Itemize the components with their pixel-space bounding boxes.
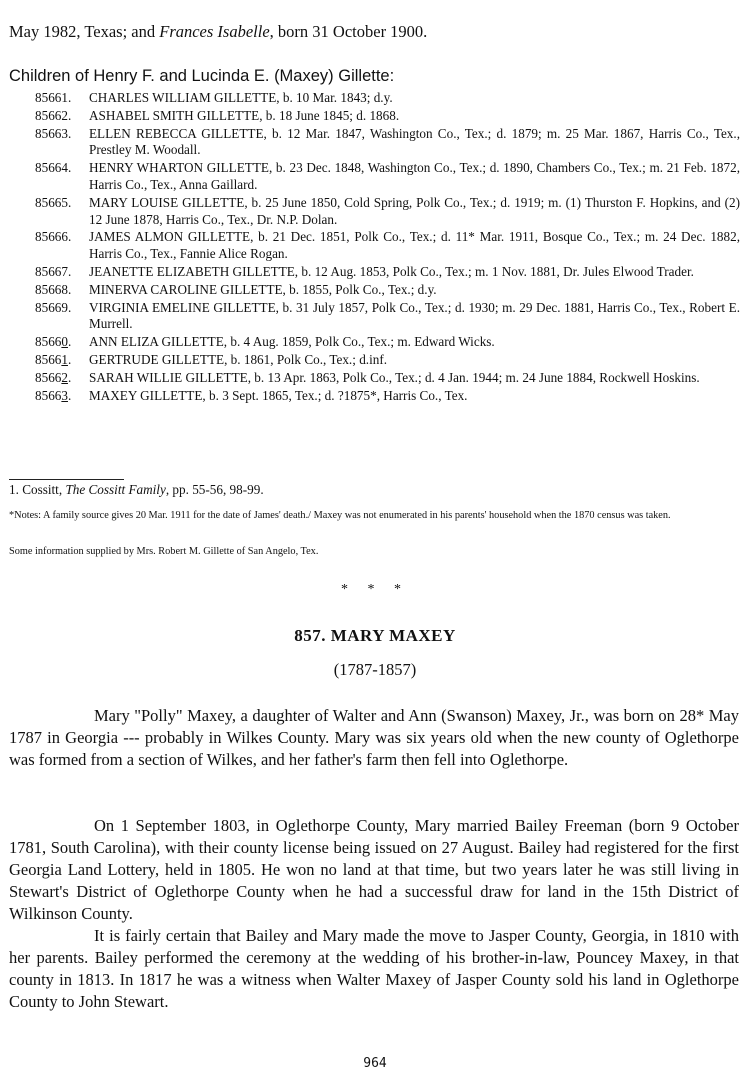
section-separator: * * * <box>341 582 409 597</box>
child-number: 85663. <box>35 387 72 403</box>
children-list <box>35 90 740 405</box>
children-heading: Children of Henry F. and Lucinda E. (Maxey) Gillette: <box>9 67 395 85</box>
notes-text: *Notes: A family source gives 20 Mar. 1911 for the date of James' death./ Maxey was not enumerated in his parents' household when the 1870 census was taken. <box>9 510 671 521</box>
supplied-by-text: Some information supplied by Mrs. Robert M. Gillette of San Angelo, Tex. <box>9 546 319 557</box>
child-number: 85667. <box>35 263 72 279</box>
list-item <box>35 300 740 334</box>
body-paragraph: On 1 September 1803, in Oglethorpe County, Mary married Bailey Freeman (born 9 October 1781, South Carolina), with their county license being issued on 27 August. Bailey had registered for the first Georgia Land Lottery, held in 1805. He won no land at that time, but two years later he was still living in Stewart's District of Oglethorpe County when he had a successful draw for land in the 15th District of Wilkinson County. <box>9 816 739 923</box>
child-number: 85662. <box>35 369 72 385</box>
child-number: 85662. <box>35 107 72 123</box>
list-item <box>35 90 740 107</box>
intro-line <box>9 22 739 42</box>
page-number: 964 <box>363 1056 387 1071</box>
child-number: 85665. <box>35 194 72 210</box>
list-item <box>35 352 740 369</box>
child-entry: JEANETTE ELIZABETH GILLETTE, b. 12 Aug. 1853, Polk Co., Tex.; m. 1 Nov. 1881, Dr. Jules Elwood Trader. <box>89 263 694 279</box>
footnote: 1. Cossitt, The Cossitt Family, pp. 55-56, 98-99. <box>9 482 264 497</box>
child-entry: ELLEN REBECCA GILLETTE, b. 12 Mar. 1847, Washington Co., Tex.; d. 1879; m. 25 Mar. 1867, Harris Co., Tex., Prestley M. Woodall. <box>89 125 740 158</box>
child-entry: CHARLES WILLIAM GILLETTE, b. 10 Mar. 1843; d.y. <box>89 90 393 105</box>
child-number: 85661. <box>35 90 72 105</box>
body-paragraph: It is fairly certain that Bailey and Mary made the move to Jasper County, Georgia, in 1810 with her parents. Bailey performed the ceremony at the wedding of his brother-in-law, Pouncey Maxey, in that county in 1813. In 1817 he was a witness when Walter Maxey of Jasper County sold his land in Oglethorpe County to John Stewart. <box>9 926 739 1011</box>
child-entry: ASHABEL SMITH GILLETTE, b. 18 June 1845; d. 1868. <box>89 107 400 123</box>
list-item <box>35 388 740 405</box>
child-entry: JAMES ALMON GILLETTE, b. 21 Dec. 1851, Polk Co., Tex.; d. 11* Mar. 1911, Bosque Co., Tex.; m. 24 Dec. 1882, Harris Co., Tex., Fannie Alice Rogan. <box>89 229 740 262</box>
section-dates: (1787-1857) <box>333 660 417 679</box>
list-item <box>35 126 740 160</box>
intro-text-end: , born 31 October 1900. <box>269 22 428 41</box>
child-entry: MARY LOUISE GILLETTE, b. 25 June 1850, Cold Spring, Polk Co., Tex.; d. 1919; m. (1) Thurston F. Hopkins, and (2) 12 June 1878, Harris Co., Tex., Dr. N.P. Dolan. <box>89 194 740 227</box>
body-paragraph: Mary "Polly" Maxey, a daughter of Walter and Ann (Swanson) Maxey, Jr., was born on 28* May 1787 in Georgia --- probably in Wilkes County. Mary was six years old when the new county of Oglethorpe was formed from a section of Wilkes, and her father's farm then fell into Oglethorpe. <box>9 706 739 769</box>
child-number: 85661. <box>35 351 72 367</box>
child-entry: VIRGINIA EMELINE GILLETTE, b. 31 July 1857, Polk Co., Tex.; d. 1930; m. 29 Dec. 1881, Harris Co., Tex., Robert E. Murrell. <box>89 299 740 332</box>
list-item <box>35 264 740 281</box>
child-number: 85660. <box>35 334 72 350</box>
child-number: 85668. <box>35 281 72 297</box>
intro-text: May 1982, Texas; and <box>9 22 160 41</box>
intro-italic-name: Frances Isabelle <box>159 22 270 41</box>
child-entry: SARAH WILLIE GILLETTE, b. 13 Apr. 1863, Polk Co., Tex.; d. 4 Jan. 1944; m. 24 June 1884, Rockwell Hoskins. <box>89 369 700 385</box>
list-item <box>35 160 740 194</box>
list-item <box>35 195 740 229</box>
list-item <box>35 229 740 263</box>
child-number: 85669. <box>35 299 72 315</box>
footnote-divider <box>9 479 124 480</box>
list-item <box>35 108 740 125</box>
child-entry: GERTRUDE GILLETTE, b. 1861, Polk Co., Tex.; d.inf. <box>89 351 388 367</box>
list-item <box>35 370 740 387</box>
child-entry: MAXEY GILLETTE, b. 3 Sept. 1865, Tex.; d. ?1875*, Harris Co., Tex. <box>89 387 468 403</box>
list-item <box>35 334 740 351</box>
child-entry: HENRY WHARTON GILLETTE, b. 23 Dec. 1848, Washington Co., Tex.; d. 1890, Chambers Co., Tex.; m. 21 Feb. 1872, Harris Co., Tex., Anna Gaillard. <box>89 160 740 192</box>
child-entry: MINERVA CAROLINE GILLETTE, b. 1855, Polk Co., Tex.; d.y. <box>89 281 437 297</box>
section-title: 857. MARY MAXEY <box>294 626 456 645</box>
child-number: 85664. <box>35 160 72 176</box>
child-entry: ANN ELIZA GILLETTE, b. 4 Aug. 1859, Polk Co., Tex.; m. Edward Wicks. <box>89 334 495 350</box>
list-item <box>35 282 740 299</box>
child-number: 85666. <box>35 229 72 245</box>
child-number: 85663. <box>35 125 72 141</box>
footnote-source-title: The Cossitt Family <box>65 482 166 497</box>
